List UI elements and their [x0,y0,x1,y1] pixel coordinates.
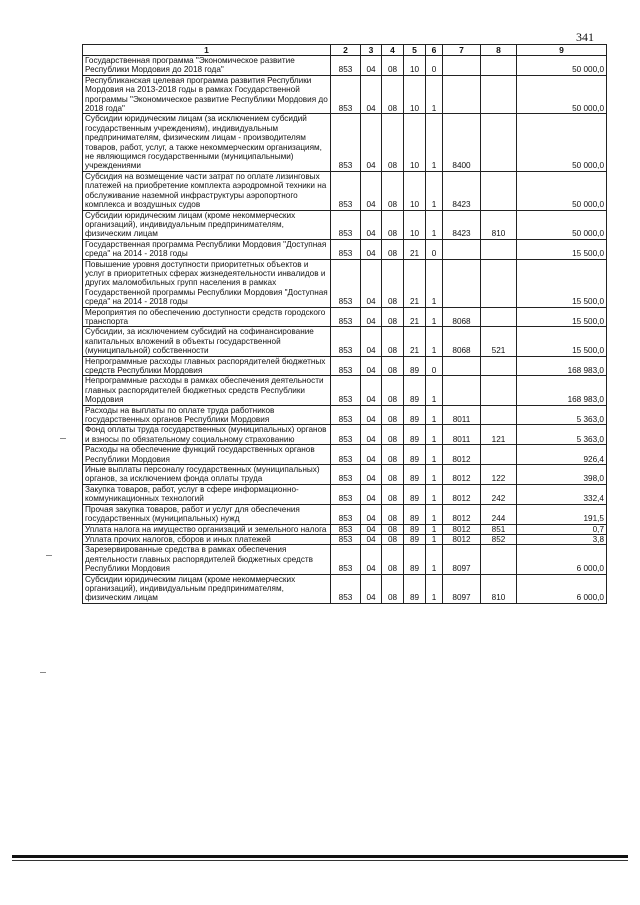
col-7-cell [443,239,481,259]
page-bottom-rule-thin [12,860,628,861]
col-2-cell: 853 [331,307,361,327]
column-header: 2 [331,45,361,56]
col-4-cell: 08 [382,327,404,356]
col-6-cell: 1 [426,171,443,210]
col-5-cell: 89 [404,465,426,485]
row-name-cell: Фонд оплаты труда государственных (муниципальных) органов и взносы по обязательному социальному страхованию [83,425,331,445]
col-8-cell [481,376,517,405]
row-name-cell: Государственная программа Республики Мордовия "Доступная среда" на 2014 - 2018 годы [83,239,331,259]
col-7-cell: 8012 [443,504,481,524]
col-3-cell: 04 [361,425,382,445]
table-row [83,524,607,534]
col-4-cell: 08 [382,75,404,114]
col-8-cell: 242 [481,484,517,504]
col-2-cell: 853 [331,405,361,425]
col-5-cell: 21 [404,259,426,307]
col-4-cell: 08 [382,259,404,307]
column-header: 1 [83,45,331,56]
col-5-cell: 21 [404,307,426,327]
table-row [83,210,607,239]
column-header: 7 [443,45,481,56]
col-7-cell [443,356,481,376]
col-5-cell: 89 [404,356,426,376]
col-5-cell: 10 [404,114,426,171]
col-3-cell: 04 [361,259,382,307]
col-5-cell: 21 [404,239,426,259]
amount-cell: 6 000,0 [517,545,607,574]
col-6-cell: 1 [426,405,443,425]
col-8-cell [481,259,517,307]
amount-cell: 50 000,0 [517,210,607,239]
amount-cell: 3,8 [517,534,607,544]
col-5-cell: 89 [404,524,426,534]
col-8-cell [481,56,517,76]
col-8-cell [481,114,517,171]
table-row [83,405,607,425]
header-row [83,45,607,56]
col-2-cell: 853 [331,376,361,405]
col-8-cell: 810 [481,574,517,603]
budget-table [82,44,607,604]
col-8-cell [481,445,517,465]
col-7-cell: 8012 [443,524,481,534]
col-6-cell: 0 [426,239,443,259]
col-8-cell: 521 [481,327,517,356]
col-2-cell: 853 [331,445,361,465]
col-7-cell: 8012 [443,484,481,504]
col-3-cell: 04 [361,504,382,524]
row-name-cell: Республиканская целевая программа развития Республики Мордовия на 2013-2018 годы в рамках Государственной программы "Экономическое развитие Республики Мордовия до 2018 года" [83,75,331,114]
col-2-cell: 853 [331,484,361,504]
col-6-cell: 1 [426,545,443,574]
col-6-cell: 1 [426,210,443,239]
col-2-cell: 853 [331,425,361,445]
col-8-cell [481,239,517,259]
col-7-cell: 8097 [443,545,481,574]
row-name-cell: Расходы на обеспечение функций государственных органов Республики Мордовия [83,445,331,465]
col-6-cell: 1 [426,114,443,171]
col-5-cell: 21 [404,327,426,356]
amount-cell: 168 983,0 [517,376,607,405]
amount-cell: 15 500,0 [517,239,607,259]
row-name-cell: Расходы на выплаты по оплате труда работников государственных органов Республики Мордовия [83,405,331,425]
amount-cell: 15 500,0 [517,327,607,356]
table-row [83,356,607,376]
col-7-cell: 8012 [443,534,481,544]
amount-cell: 0,7 [517,524,607,534]
col-5-cell: 10 [404,56,426,76]
col-3-cell: 04 [361,307,382,327]
margin-mark [60,438,66,439]
margin-mark [46,555,52,556]
amount-cell: 50 000,0 [517,114,607,171]
amount-cell: 15 500,0 [517,307,607,327]
col-2-cell: 853 [331,327,361,356]
row-name-cell: Уплата налога на имущество организаций и земельного налога [83,524,331,534]
col-7-cell: 8423 [443,210,481,239]
col-8-cell [481,307,517,327]
col-6-cell: 0 [426,56,443,76]
col-2-cell: 853 [331,239,361,259]
col-8-cell: 810 [481,210,517,239]
amount-cell: 50 000,0 [517,171,607,210]
table-row [83,545,607,574]
col-4-cell: 08 [382,376,404,405]
col-2-cell: 853 [331,356,361,376]
col-4-cell: 08 [382,405,404,425]
table-row [83,75,607,114]
row-name-cell: Субсидии юридическим лицам (кроме некоммерческих организаций), индивидуальным предпринимателям, физическим лицам [83,210,331,239]
col-3-cell: 04 [361,327,382,356]
col-4-cell: 08 [382,465,404,485]
col-6-cell: 1 [426,504,443,524]
col-3-cell: 04 [361,114,382,171]
col-6-cell: 1 [426,327,443,356]
col-4-cell: 08 [382,114,404,171]
col-2-cell: 853 [331,56,361,76]
col-6-cell: 1 [426,376,443,405]
table-row [83,259,607,307]
col-2-cell: 853 [331,524,361,534]
table-row [83,376,607,405]
col-5-cell: 89 [404,545,426,574]
col-7-cell [443,376,481,405]
col-3-cell: 04 [361,171,382,210]
column-header: 8 [481,45,517,56]
col-6-cell: 1 [426,574,443,603]
amount-cell: 398,0 [517,465,607,485]
col-3-cell: 04 [361,524,382,534]
col-4-cell: 08 [382,356,404,376]
table-row [83,114,607,171]
col-2-cell: 853 [331,259,361,307]
amount-cell: 332,4 [517,484,607,504]
amount-cell: 50 000,0 [517,75,607,114]
col-6-cell: 0 [426,356,443,376]
col-7-cell: 8011 [443,405,481,425]
row-name-cell: Закупка товаров, работ, услуг в сфере информационно-коммуникационных технологий [83,484,331,504]
col-3-cell: 04 [361,465,382,485]
col-4-cell: 08 [382,56,404,76]
col-2-cell: 853 [331,210,361,239]
col-8-cell [481,171,517,210]
row-name-cell: Непрограммные расходы в рамках обеспечения деятельности главных распорядителей бюджетных средств Республики Мордовия [83,376,331,405]
col-4-cell: 08 [382,524,404,534]
column-header: 3 [361,45,382,56]
row-name-cell: Мероприятия по обеспечению доступности средств городского транспорта [83,307,331,327]
amount-cell: 6 000,0 [517,574,607,603]
col-4-cell: 08 [382,574,404,603]
col-5-cell: 10 [404,210,426,239]
col-3-cell: 04 [361,75,382,114]
table-row [83,56,607,76]
col-6-cell: 1 [426,524,443,534]
row-name-cell: Зарезервированные средства в рамках обеспечения деятельности главных распорядителей бюджетных средств Республики Мордовия [83,545,331,574]
col-5-cell: 89 [404,405,426,425]
row-name-cell: Прочая закупка товаров, работ и услуг для обеспечения государственных (муниципальных) нужд [83,504,331,524]
col-7-cell: 8068 [443,327,481,356]
row-name-cell: Непрограммные расходы главных распорядителей бюджетных средств Республики Мордовия [83,356,331,376]
col-8-cell: 851 [481,524,517,534]
col-2-cell: 853 [331,114,361,171]
col-7-cell: 8068 [443,307,481,327]
col-8-cell [481,356,517,376]
col-4-cell: 08 [382,210,404,239]
table-row [83,425,607,445]
col-3-cell: 04 [361,210,382,239]
col-8-cell: 122 [481,465,517,485]
col-6-cell: 1 [426,259,443,307]
col-4-cell: 08 [382,307,404,327]
row-name-cell: Субсидия на возмещение части затрат по оплате лизинговых платежей на приобретение комплекта аэродромной техники на обслуживание наземной инфраструктуры аэропортного комплекса и воздушных судов [83,171,331,210]
col-6-cell: 1 [426,425,443,445]
table-row [83,504,607,524]
col-4-cell: 08 [382,545,404,574]
col-6-cell: 1 [426,534,443,544]
amount-cell: 168 983,0 [517,356,607,376]
col-5-cell: 89 [404,574,426,603]
amount-cell: 191,5 [517,504,607,524]
col-6-cell: 1 [426,484,443,504]
col-3-cell: 04 [361,405,382,425]
col-3-cell: 04 [361,356,382,376]
col-6-cell: 1 [426,445,443,465]
col-4-cell: 08 [382,445,404,465]
row-name-cell: Субсидии юридическим лицам (за исключением субсидий государственным учреждениям), индивидуальным предпринимателям, физическим лицам - производителям товаров, работ, услуг, а также некоммерческим организациям, не являющимся государственными (муниципальными) учреждениями [83,114,331,171]
amount-cell: 5 363,0 [517,425,607,445]
col-7-cell: 8012 [443,465,481,485]
col-5-cell: 89 [404,484,426,504]
col-7-cell: 8097 [443,574,481,603]
column-header: 4 [382,45,404,56]
col-8-cell: 852 [481,534,517,544]
col-4-cell: 08 [382,425,404,445]
margin-mark [40,672,46,673]
col-6-cell: 1 [426,75,443,114]
table-row [83,534,607,544]
col-3-cell: 04 [361,445,382,465]
row-name-cell: Государственная программа "Экономическое развитие Республики Мордовия до 2018 года" [83,56,331,76]
col-2-cell: 853 [331,545,361,574]
row-name-cell: Уплата прочих налогов, сборов и иных платежей [83,534,331,544]
col-4-cell: 08 [382,171,404,210]
column-header: 9 [517,45,607,56]
col-2-cell: 853 [331,465,361,485]
col-4-cell: 08 [382,484,404,504]
col-5-cell: 10 [404,75,426,114]
col-8-cell: 244 [481,504,517,524]
col-6-cell: 1 [426,307,443,327]
col-2-cell: 853 [331,171,361,210]
row-name-cell: Субсидии, за исключением субсидий на софинансирование капитальных вложений в объекты государственной (муниципальной) собственности [83,327,331,356]
column-header: 6 [426,45,443,56]
row-name-cell: Повышение уровня доступности приоритетных объектов и услуг в приоритетных сферах жизнедеятельности инвалидов и других маломобильных групп населения в рамках Государственной программы Республики Мордовия "Доступная среда" на 2014 - 2018 годы [83,259,331,307]
col-8-cell: 121 [481,425,517,445]
col-7-cell: 8423 [443,171,481,210]
col-2-cell: 853 [331,75,361,114]
table-row [83,574,607,603]
col-2-cell: 853 [331,574,361,603]
table-row [83,327,607,356]
col-5-cell: 89 [404,504,426,524]
col-8-cell [481,75,517,114]
amount-cell: 50 000,0 [517,56,607,76]
col-2-cell: 853 [331,534,361,544]
col-2-cell: 853 [331,504,361,524]
page-bottom-rule [12,855,628,858]
table-row [83,445,607,465]
col-4-cell: 08 [382,534,404,544]
col-7-cell [443,259,481,307]
col-3-cell: 04 [361,574,382,603]
table-row [83,171,607,210]
page-number: 341 [576,30,594,44]
table-row [83,239,607,259]
col-3-cell: 04 [361,56,382,76]
col-4-cell: 08 [382,239,404,259]
col-7-cell: 8400 [443,114,481,171]
col-3-cell: 04 [361,534,382,544]
col-5-cell: 89 [404,445,426,465]
col-6-cell: 1 [426,465,443,485]
amount-cell: 926,4 [517,445,607,465]
col-8-cell [481,405,517,425]
col-7-cell [443,56,481,76]
col-7-cell: 8011 [443,425,481,445]
col-5-cell: 89 [404,534,426,544]
col-4-cell: 08 [382,504,404,524]
col-8-cell [481,545,517,574]
col-3-cell: 04 [361,239,382,259]
table-row [83,465,607,485]
col-3-cell: 04 [361,484,382,504]
amount-cell: 5 363,0 [517,405,607,425]
amount-cell: 15 500,0 [517,259,607,307]
col-3-cell: 04 [361,376,382,405]
col-3-cell: 04 [361,545,382,574]
col-7-cell [443,75,481,114]
col-7-cell: 8012 [443,445,481,465]
col-5-cell: 10 [404,171,426,210]
col-5-cell: 89 [404,425,426,445]
column-header: 5 [404,45,426,56]
row-name-cell: Субсидии юридическим лицам (кроме некоммерческих организаций), индивидуальным предпринимателям, физическим лицам [83,574,331,603]
col-5-cell: 89 [404,376,426,405]
row-name-cell: Иные выплаты персоналу государственных (муниципальных) органов, за исключением фонда оплаты труда [83,465,331,485]
table-row [83,307,607,327]
table-row [83,484,607,504]
